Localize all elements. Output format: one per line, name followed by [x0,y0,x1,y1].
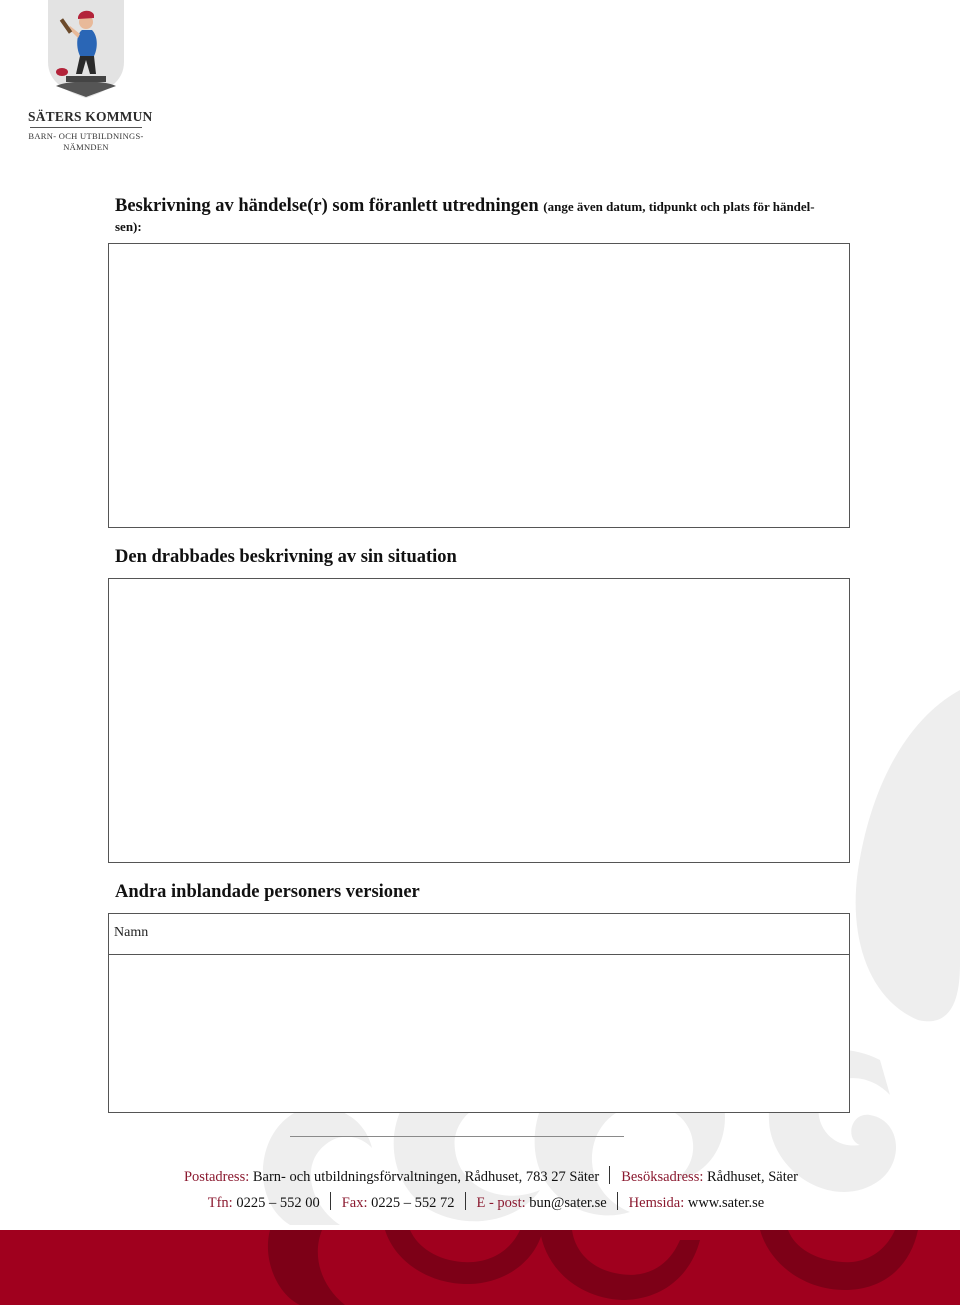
phone-value: 0225 – 552 00 [236,1195,320,1211]
postal-label: Postadress: [183,1169,250,1185]
postal-value: Barn- och utbildningsförvaltningen, Rådhuset, 783 27 Säter [252,1169,600,1185]
footer-separator [609,1166,610,1184]
website-link[interactable]: www.sater.se [687,1195,765,1211]
incident-title: Beskrivning av händelse(r) som föranlett utredningen [115,196,539,216]
org-subtitle-line-2: NÄMNDEN [63,141,109,152]
visit-label: Besöksadress: [621,1169,704,1185]
footer-separator [617,1192,618,1210]
incident-note-continued: sen): [115,219,142,234]
footer-address-line [0,1166,960,1186]
email-link[interactable]: bun@sater.se [529,1195,607,1211]
phone-label: Tfn: [207,1195,233,1211]
name-field[interactable] [109,914,849,955]
others-versions-box [108,913,850,1113]
visit-value: Rådhuset, Säter [707,1169,799,1185]
footer-divider [290,1136,624,1137]
org-divider [30,127,142,128]
org-subtitle-line-1: BARN- OCH UTBILDNINGS- [28,131,144,141]
web-label: Hemsida: [628,1195,685,1211]
name-label: Namn [114,925,149,940]
email-label: E - post: [476,1195,526,1211]
org-subtitle [28,131,144,152]
municipal-crest-icon [48,0,124,100]
others-version-field[interactable] [109,955,849,1112]
footer-separator [330,1192,331,1210]
municipality-logo [28,0,153,160]
footer-separator [465,1192,466,1210]
footer-contact-line [0,1192,960,1212]
incident-note: (ange även datum, tidpunkt och plats för händel- [543,199,815,214]
org-name: SÄTERS KOMMUN [28,109,153,124]
others-heading: Andra inblandade personers versioner [115,882,420,902]
fax-label: Fax: [341,1195,368,1211]
fax-value: 0225 – 552 72 [371,1195,455,1211]
incident-heading [115,196,815,217]
affected-description-field[interactable] [108,578,850,863]
affected-heading: Den drabbades beskrivning av sin situation [115,547,457,567]
incident-description-field[interactable] [108,243,850,528]
